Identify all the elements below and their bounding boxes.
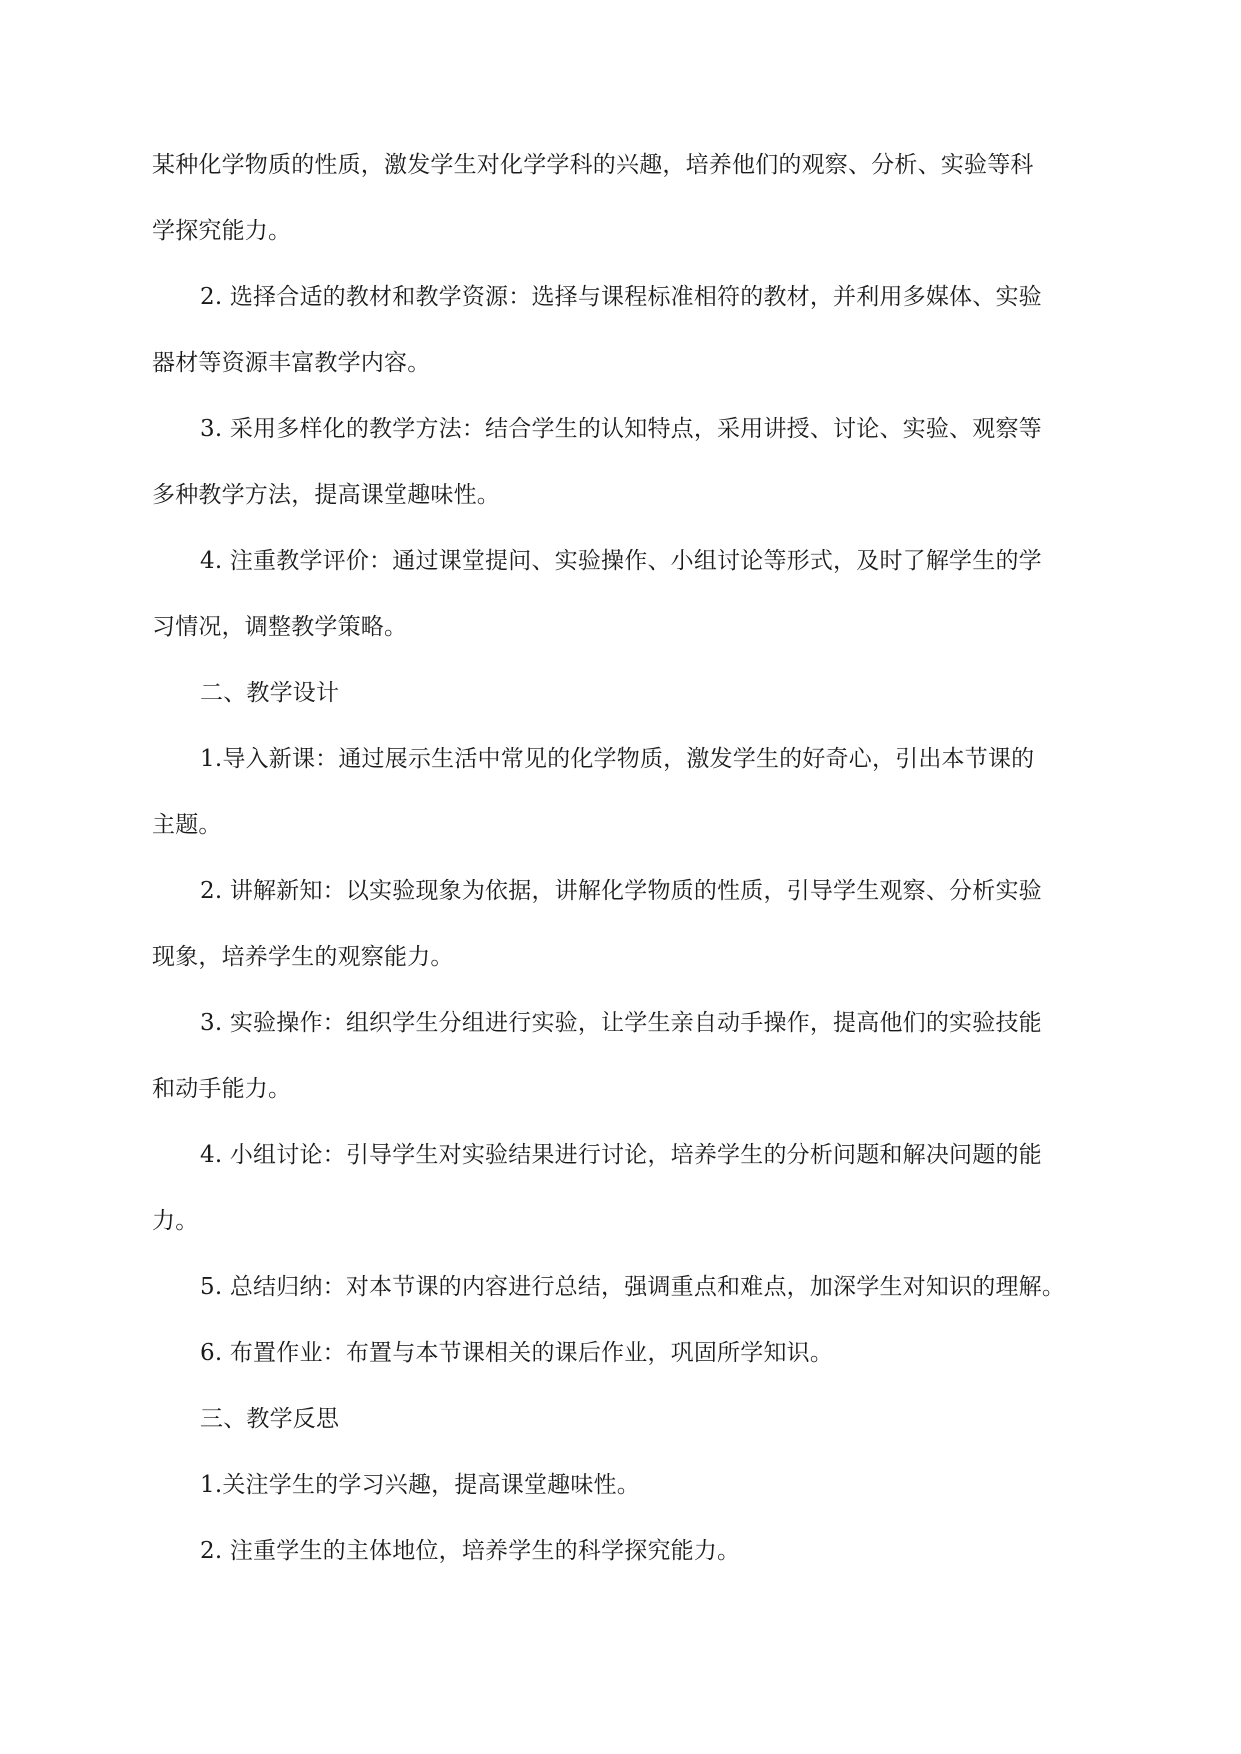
- paragraph-line: 某种化学物质的性质，激发学生对化学学科的兴趣，培养他们的观察、分析、实验等科: [152, 152, 1034, 178]
- paragraph-line: 器材等资源丰富教学内容。: [152, 350, 431, 376]
- paragraph-line: 主题。: [152, 812, 222, 838]
- paragraph-line: 多种教学方法，提高课堂趣味性。: [152, 482, 500, 508]
- paragraph-line: 力。: [152, 1208, 199, 1234]
- paragraph-line: 1.导入新课：通过展示生活中常见的化学物质，激发学生的好奇心，引出本节课的: [200, 746, 1035, 772]
- paragraph-line: 现象，培养学生的观察能力。: [152, 944, 454, 970]
- paragraph-line: 4. 注重教学评价：通过课堂提问、实验操作、小组讨论等形式，及时了解学生的学: [200, 548, 1042, 574]
- paragraph-line: 1.关注学生的学习兴趣，提高课堂趣味性。: [200, 1472, 640, 1498]
- paragraph-line: 2. 讲解新知：以实验现象为依据，讲解化学物质的性质，引导学生观察、分析实验: [200, 878, 1042, 904]
- paragraph-line: 2. 选择合适的教材和教学资源：选择与课程标准相符的教材，并利用多媒体、实验: [200, 284, 1042, 310]
- paragraph-line: 4. 小组讨论：引导学生对实验结果进行讨论，培养学生的分析问题和解决问题的能: [200, 1142, 1042, 1168]
- section-heading: 三、教学反思: [200, 1406, 340, 1432]
- paragraph-line: 3. 实验操作：组织学生分组进行实验，让学生亲自动手操作，提高他们的实验技能: [200, 1010, 1042, 1036]
- paragraph-line: 6. 布置作业：布置与本节课相关的课后作业，巩固所学知识。: [200, 1340, 834, 1366]
- section-heading: 二、教学设计: [200, 680, 340, 706]
- paragraph-line: 5. 总结归纳：对本节课的内容进行总结，强调重点和难点，加深学生对知识的理解。: [200, 1274, 1066, 1300]
- paragraph-line: 3. 采用多样化的教学方法：结合学生的认知特点，采用讲授、讨论、实验、观察等: [200, 416, 1042, 442]
- paragraph-line: 学探究能力。: [152, 218, 292, 244]
- paragraph-line: 和动手能力。: [152, 1076, 292, 1102]
- paragraph-line: 习情况，调整教学策略。: [152, 614, 408, 640]
- paragraph-line: 2. 注重学生的主体地位，培养学生的科学探究能力。: [200, 1538, 741, 1564]
